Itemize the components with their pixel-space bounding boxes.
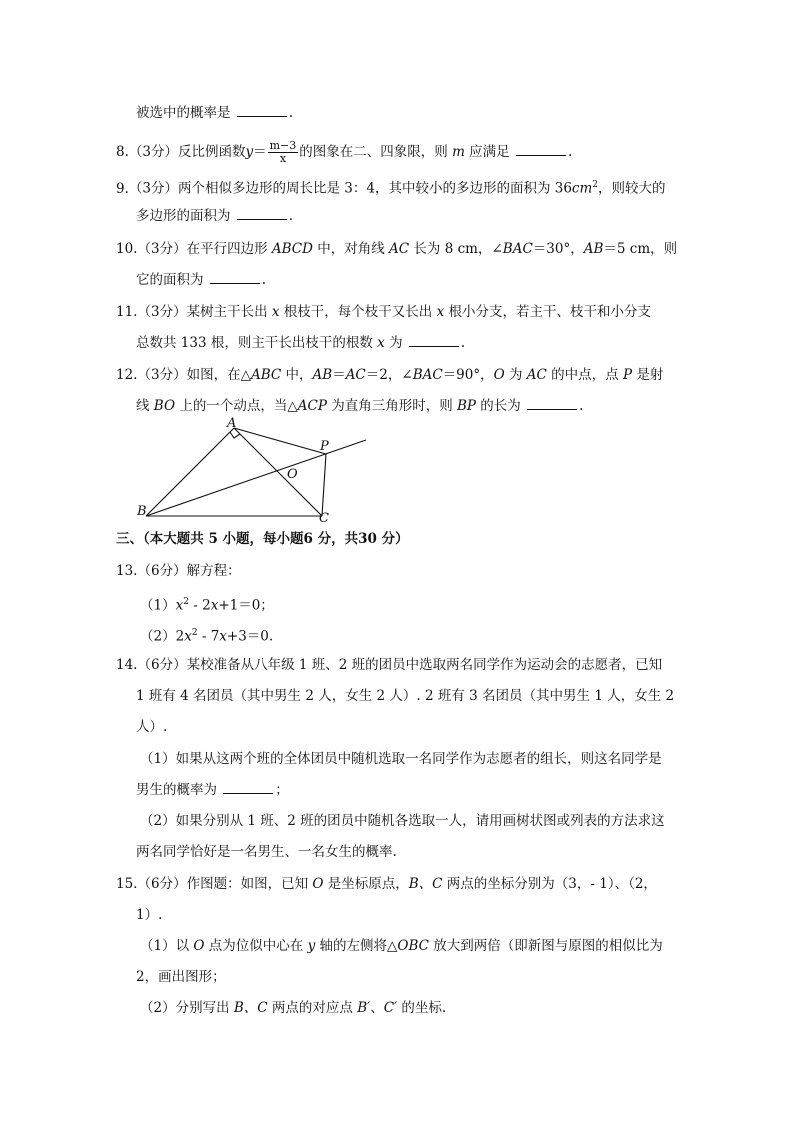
var-ac: AC	[526, 367, 547, 383]
q15-p1-b: 点为位似中心在	[204, 938, 308, 954]
var-x: x	[219, 628, 227, 645]
q12-text-e: ＝90°，	[442, 367, 494, 383]
q15-p1-a: （1）以	[140, 938, 194, 954]
q15-p2-d: 的坐标.	[397, 1000, 447, 1016]
q13-p1-b: - 2	[188, 597, 211, 614]
q8-text-a: （3分）反比例函数	[128, 144, 246, 160]
question-number: 11.	[116, 304, 138, 320]
question-14-part-1-line-2	[136, 781, 289, 799]
var-x: x	[377, 335, 385, 351]
var-bac: BAC	[412, 367, 443, 383]
question-14-part-2-line-2: 两名同学恰好是一名男生、一名女生的概率.	[136, 844, 397, 860]
var-ac: AC	[345, 367, 366, 383]
var-bp: BP	[457, 398, 477, 414]
var-ab: AB	[583, 241, 604, 257]
var-x: x	[271, 304, 280, 320]
q12-text-l2a: 线	[136, 398, 154, 414]
q8-text-c: 应满足	[464, 144, 514, 160]
question-14-part-2: （2）如果分别从 1 班、2 班的团员中随机各选取一人，请用画树状图或列表的方法求这	[140, 813, 665, 829]
q12-text-l2c: 为直角三角形时，则	[326, 398, 457, 414]
q12-text-h: 是射	[632, 367, 664, 383]
q12-text-a: （3分）如图，在△	[137, 367, 251, 383]
question-8	[116, 140, 572, 165]
superscript: 2	[592, 180, 599, 190]
q8-text-b: 的图象在二、四象限，则	[299, 144, 453, 160]
question-11	[116, 303, 651, 321]
fraction	[268, 140, 299, 165]
question-14-line-2: 1 班有 4 名团员（其中男生 2 人，女生 2 人）. 2 班有 3 名团员（其中男生 1 人，女生 2	[136, 688, 675, 704]
q14-p1-end: ；	[275, 782, 289, 798]
var-y: y	[307, 938, 316, 954]
fraction-numerator: m−3	[269, 139, 297, 152]
fraction-denominator: x	[279, 152, 287, 165]
q13-p2-c: +3＝0.	[226, 628, 274, 645]
q10-text-c: 长为 8 cm，∠	[409, 241, 503, 257]
var-x: x	[184, 628, 192, 645]
var-bac: BAC	[502, 241, 533, 257]
superscript: 2	[191, 628, 198, 638]
q9-text-l2: 多边形的面积为	[136, 208, 235, 224]
part-label: （1）	[140, 597, 176, 614]
var-b-prime: B′	[357, 1000, 371, 1016]
var-bc: B、C	[233, 1000, 268, 1016]
var-c-prime: C′	[383, 1000, 398, 1016]
q15-text-a: （6分）作图题：如图，已知	[137, 876, 313, 892]
var-bc: B、C	[408, 876, 443, 892]
segment-ap	[234, 428, 326, 454]
q12-text-l2d: 的长为	[476, 398, 526, 414]
answer-blank	[237, 207, 287, 220]
q10-text-a: （3分）在平行四边形	[137, 241, 272, 257]
question-number: 14.	[116, 657, 138, 673]
q11-text-c: 根小分支，若主干、枝干和小分支	[444, 304, 652, 320]
q12-text-b: 中，	[281, 367, 313, 383]
question-10-line-2	[136, 271, 266, 289]
label-b: B	[137, 504, 147, 519]
answer-blank	[237, 104, 287, 117]
q7-continuation	[136, 104, 293, 122]
answer-blank	[409, 334, 459, 347]
q9-text-b: ，则较大的	[598, 180, 666, 197]
q13-text: （6分）解方程：	[137, 563, 241, 579]
question-number: 12.	[116, 367, 138, 383]
q11-text-l2b: 为	[384, 335, 407, 351]
var-abcd: ABCD	[271, 241, 313, 257]
label-c: C	[319, 511, 329, 524]
q13-p2-b: - 7	[197, 628, 220, 645]
question-15	[116, 875, 657, 893]
label-p: P	[320, 439, 329, 454]
q12-text-d: ＝2，∠	[365, 367, 413, 383]
q15-p2-a: （2）分别写出	[140, 1000, 234, 1016]
q11-text-a: （3分）某树主干长出	[137, 304, 272, 320]
q9-text-a: （3分）两个相似多边形的周长比是 3：4，其中较小的多边形的面积为 36	[128, 180, 572, 197]
part-label: （2）2	[140, 628, 185, 645]
var-x: x	[175, 597, 184, 614]
var-ab: AB	[312, 367, 333, 383]
question-number: 10.	[116, 241, 138, 257]
var-p: P	[622, 367, 633, 383]
q14-p1-b: 男生的概率为	[136, 782, 222, 798]
var-ac: AC	[389, 241, 410, 257]
var-o: O	[312, 876, 324, 892]
q10-text-l2: 它的面积为	[136, 272, 208, 288]
question-15-part-2	[140, 999, 446, 1017]
q14-text-l1: （6分）某校准备从八年级 1 班、2 班的团员中选取两名同学作为运动会的志愿者，已知	[137, 657, 663, 673]
question-15-line-2: 1）.	[136, 907, 163, 923]
segment-pc	[322, 454, 326, 516]
question-15-part-1-line-2: 2，画出图形；	[136, 969, 226, 985]
question-number: 8.	[116, 144, 129, 160]
q10-text-e: ＝5 cm，则	[603, 241, 678, 257]
var-obc: OBC	[397, 938, 429, 954]
var-o: O	[193, 938, 205, 954]
question-10	[116, 240, 677, 258]
question-14	[116, 656, 662, 674]
answer-blank	[223, 781, 273, 794]
q10-text-d: ＝30°，	[532, 241, 584, 257]
q11-end: .	[460, 335, 466, 351]
q12-text-g: 的中点，点	[546, 367, 623, 383]
question-number: 15.	[116, 876, 138, 892]
question-9	[116, 176, 666, 198]
q7-end: .	[288, 105, 294, 121]
var-abc: ABC	[250, 367, 282, 383]
answer-blank	[516, 143, 566, 156]
q15-text-b: 是坐标原点，	[323, 876, 409, 892]
q11-text-b: 根枝干，每个枝干又长出	[279, 304, 437, 320]
q12-end: .	[579, 398, 584, 414]
q13-p1-c: +1＝0；	[218, 597, 274, 614]
equals: ＝	[253, 144, 267, 160]
question-13	[116, 562, 241, 580]
unit-cm: cm	[571, 180, 593, 197]
var-m: m	[452, 144, 465, 160]
q15-p1-d: 放大到两倍（即新图与原图的相似比为	[428, 938, 663, 954]
var-x: x	[436, 304, 445, 320]
q10-text-b: 中，对角线	[312, 241, 390, 257]
var-acp: ACP	[297, 398, 327, 414]
ray-bo	[146, 440, 366, 516]
q12-text-l2b: 上的一个动点，当△	[175, 398, 298, 414]
label-a: A	[227, 416, 237, 431]
q15-p1-c: 轴的左侧将△	[315, 938, 398, 954]
q10-end: .	[261, 272, 267, 288]
question-13-part-2	[140, 624, 273, 646]
q9-end: .	[288, 208, 294, 224]
q12-text-c: ＝	[332, 367, 346, 383]
question-12-line-2	[136, 397, 583, 415]
var-x: x	[210, 597, 219, 614]
segment-ac	[234, 428, 322, 516]
answer-blank	[527, 397, 577, 410]
question-12	[116, 366, 663, 384]
superscript: 2	[183, 597, 189, 607]
q15-p2-b: 两点的对应点	[267, 1000, 358, 1016]
label-o: O	[287, 467, 298, 482]
question-13-part-1	[140, 593, 274, 615]
q15-p2-c: 、	[370, 1000, 384, 1016]
question-number: 9.	[116, 180, 129, 197]
question-11-line-2	[136, 334, 465, 352]
section-3-heading: 三、（本大题共 5 小题，每小题6 分，共30 分）	[116, 531, 409, 547]
var-y: y	[245, 144, 254, 160]
q11-text-l2a: 总数共 133 根，则主干长出枝干的根数	[136, 335, 378, 351]
question-9-line-2	[136, 207, 293, 225]
q7-text: 被选中的概率是	[136, 105, 235, 121]
answer-blank	[210, 271, 260, 284]
var-o: O	[493, 367, 505, 383]
question-15-part-1	[140, 937, 663, 955]
question-14-part-1: （1）如果从这两个班的全体团员中随机选取一名同学作为志愿者的组长，则这名同学是	[140, 751, 662, 767]
question-14-line-3: 人）.	[136, 719, 168, 735]
question-number: 13.	[116, 563, 138, 579]
q15-text-c: 两点的坐标分别为（3，- 1）、（2，	[442, 876, 657, 892]
geometry-figure	[130, 414, 380, 524]
q8-end: .	[567, 144, 573, 160]
segment-ab	[146, 428, 234, 516]
var-bo: BO	[153, 398, 176, 414]
q12-text-f: 为	[504, 367, 527, 383]
